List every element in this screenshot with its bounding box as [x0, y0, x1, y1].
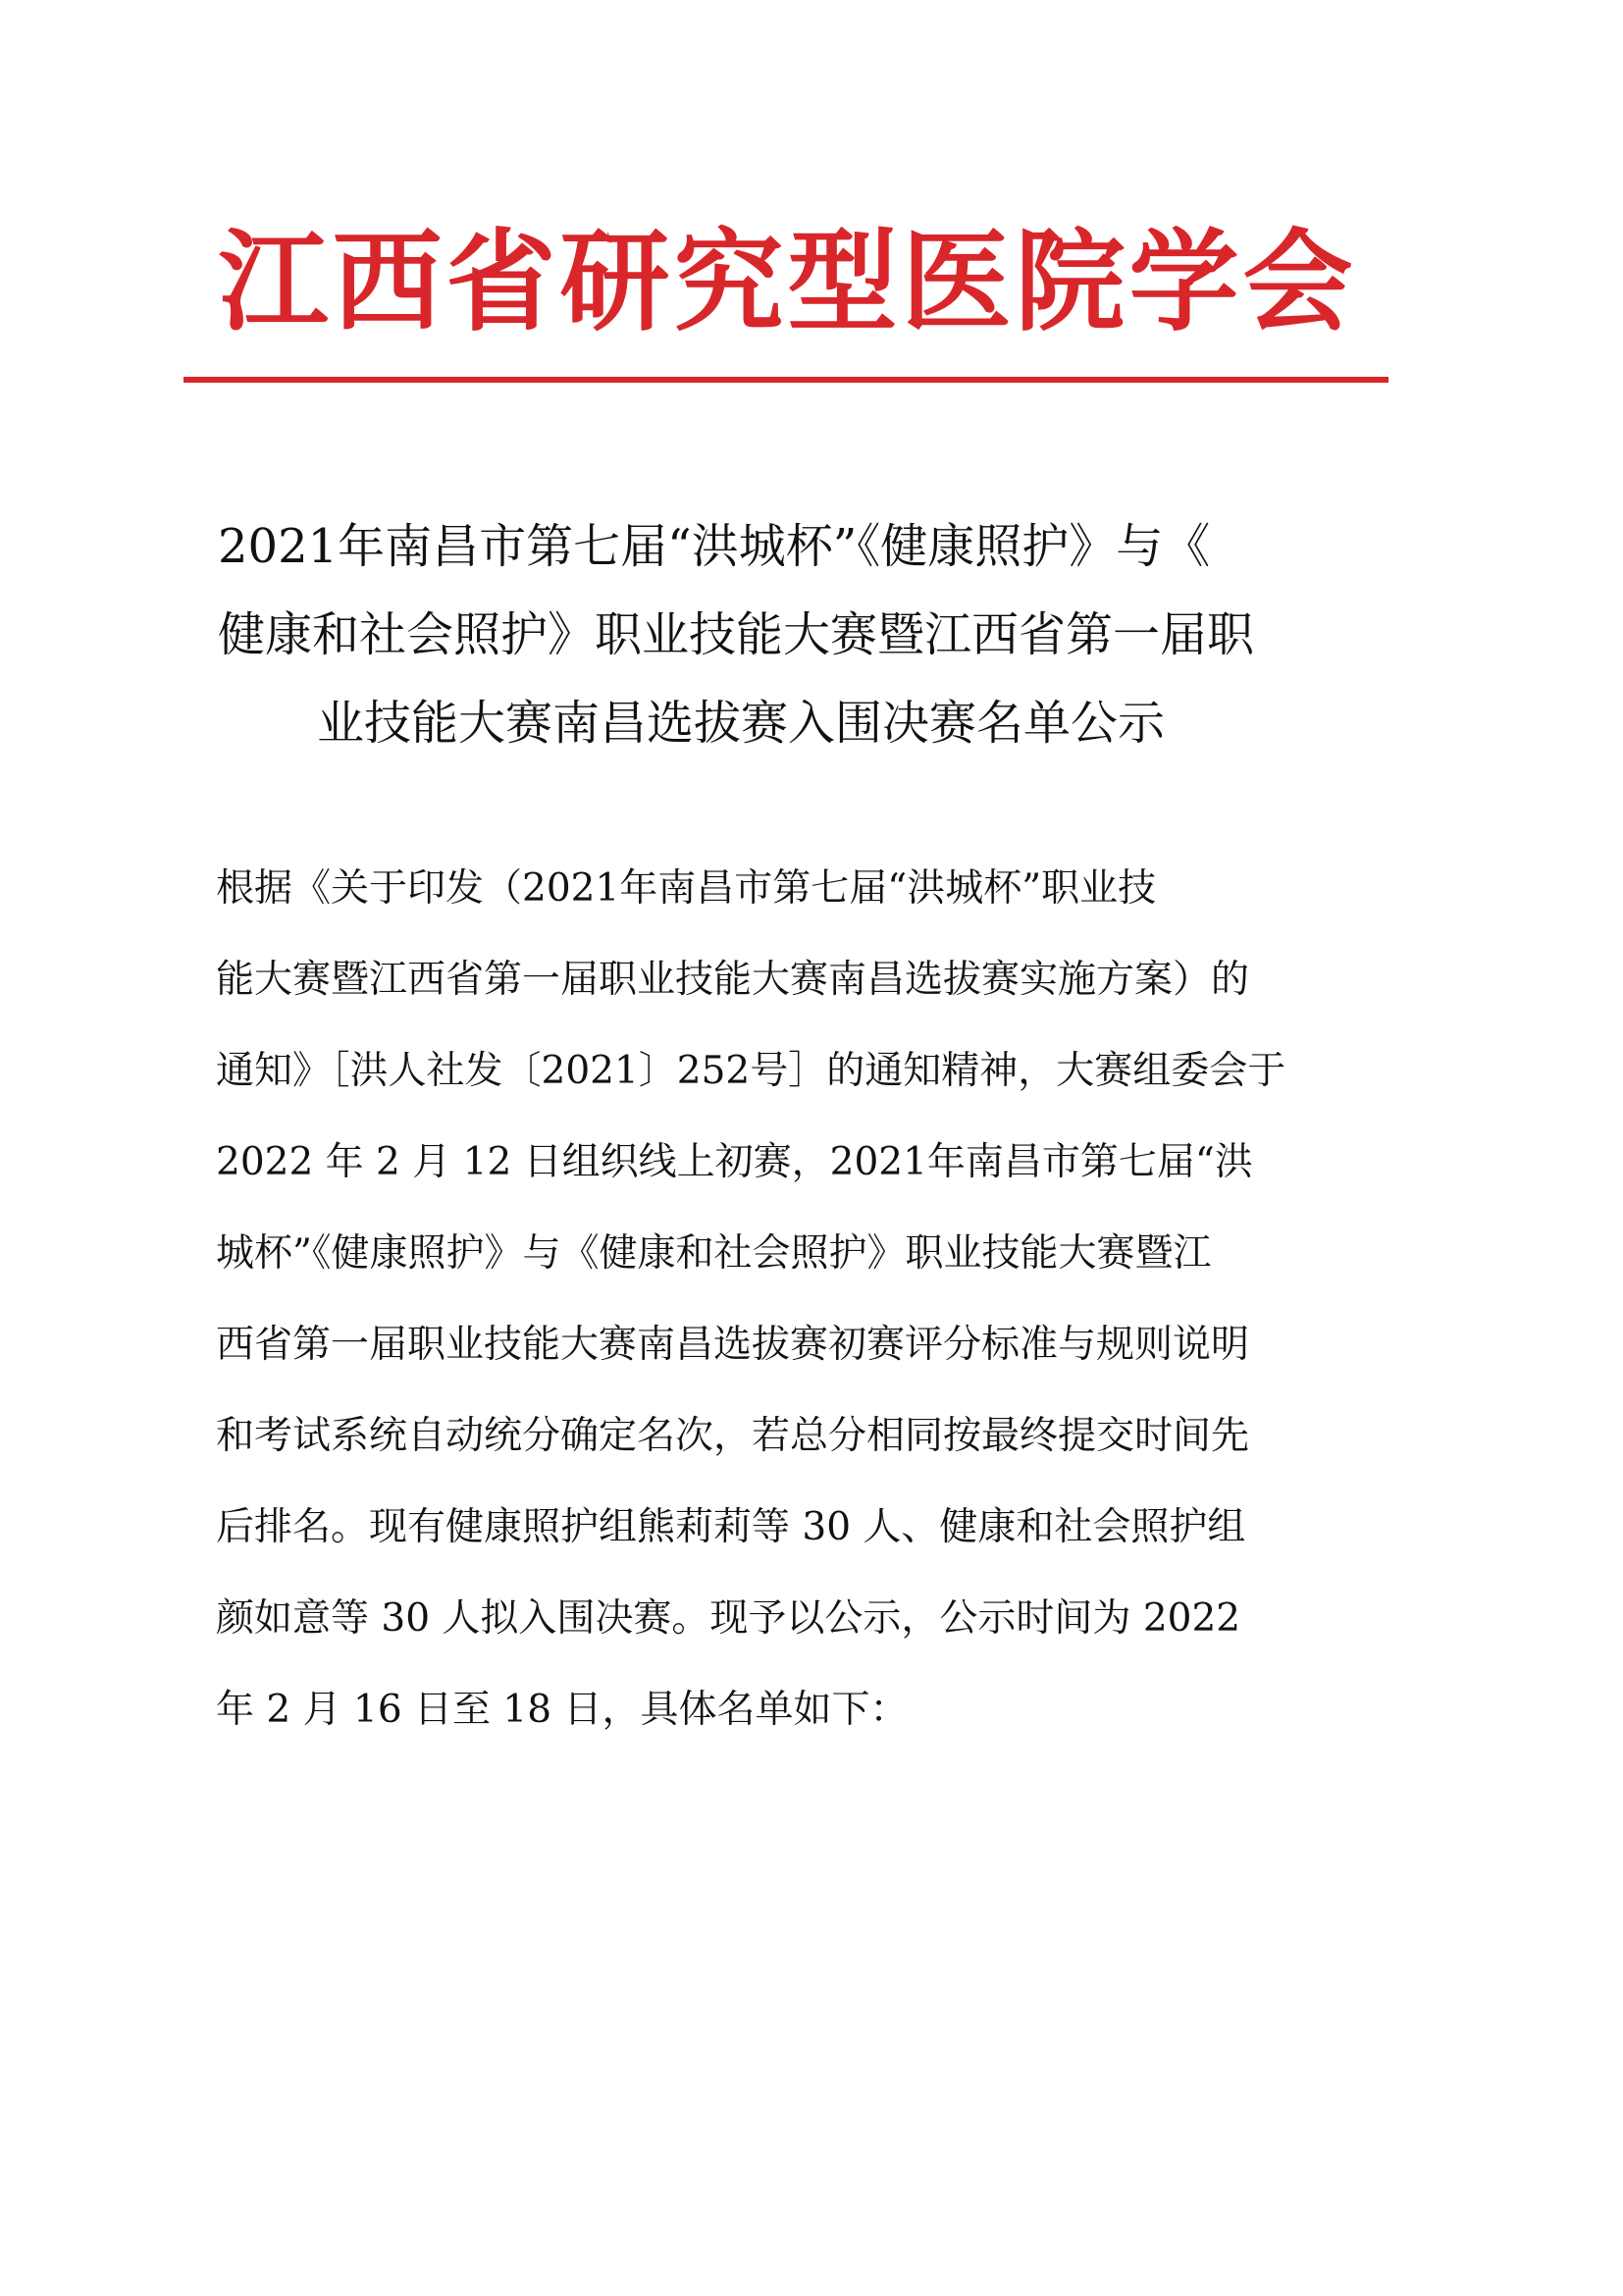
body-line-4: 2022 年 2 月 12 日组织线上初赛，2021年南昌市第七届“洪: [216, 1140, 1253, 1184]
notice-title-line-1: 2021年南昌市第七届“洪城杯”《健康照护》与《: [218, 519, 1211, 574]
body-line-10: 年 2 月 16 日至 18 日，具体名单如下：: [216, 1688, 909, 1732]
body-line-6: 西省第一届职业技能大赛南昌选拔赛初赛评分标准与规则说明: [216, 1323, 1250, 1367]
body-line-7: 和考试系统自动统分确定名次，若总分相同按最终提交时间先: [216, 1414, 1250, 1458]
body-line-2: 能大赛暨江西省第一届职业技能大赛南昌选拔赛实施方案）的: [216, 958, 1250, 1002]
body-line-8: 后排名。现有健康照护组熊莉莉等 30 人、健康和社会照护组: [216, 1505, 1246, 1549]
letterhead-divider: [183, 377, 1388, 383]
body-line-1: 根据《关于印发（2021年南昌市第七届“洪城杯”职业技: [216, 866, 1157, 911]
body-line-3: 通知》［洪人社发〔2021〕252号］的通知精神，大赛组委会于: [216, 1049, 1286, 1093]
body-line-9: 颜如意等 30 人拟入围决赛。现予以公示，公示时间为 2022: [216, 1596, 1241, 1641]
notice-title-line-3: 业技能大赛南昌选拔赛入围决赛名单公示: [317, 696, 1166, 751]
letterhead-title: 江西省研究型医院学会: [218, 218, 1357, 346]
body-line-5: 城杯”《健康照护》与《健康和社会照护》职业技能大赛暨江: [216, 1231, 1212, 1276]
notice-title-line-2: 健康和社会照护》职业技能大赛暨江西省第一届职: [218, 607, 1255, 662]
